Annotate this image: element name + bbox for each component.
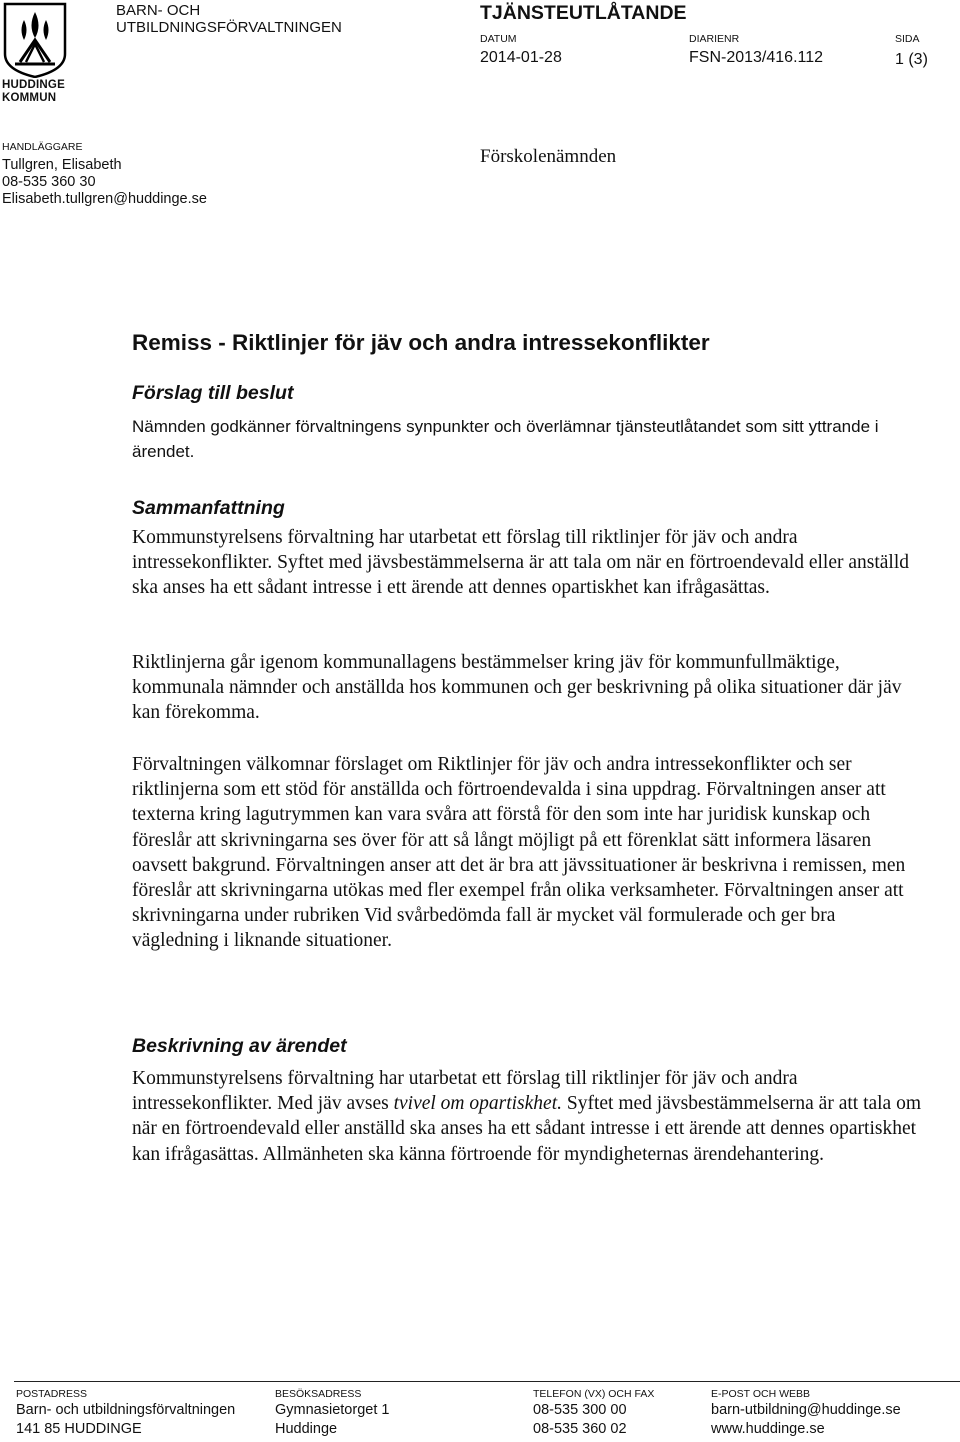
sammanfattning-paragraph-1: Kommunstyrelsens förvaltning har utarbetat ett förslag till riktlinjer för jäv och andra intressekonflikter. Syftet med jävsbestämmelserna är att tala om när en förtroendevald eller anställd ska anses ha ett sådant intresse i ett ärende att dennes opartiskhet kan ifrågasättas. xyxy=(132,527,910,599)
municipal-crest-icon xyxy=(2,2,68,78)
beskrivning-text-part1: Kommunstyrelsens förvaltning har utarbetat ett förslag till riktlinjer för jäv och andra intressekonflikter. Med jäv avses xyxy=(132,1068,798,1115)
diarienr-label: DIARIENR xyxy=(689,33,740,45)
besoksadress-label: BESÖKSADRESS xyxy=(275,1388,362,1400)
footer-postadress xyxy=(16,1387,235,1439)
datum-value: 2014-01-28 xyxy=(480,49,562,66)
org-line1: BARN- OCH xyxy=(116,2,201,19)
recipient: Förskolenämnden xyxy=(480,146,617,167)
org-line2: UTBILDNINGSFÖRVALTNINGEN xyxy=(116,19,342,36)
diarienr-value: FSN-2013/416.112 xyxy=(689,49,824,66)
beskrivning-paragraph xyxy=(132,1066,924,1167)
huddinge-logo xyxy=(2,2,68,104)
handlaggare-info xyxy=(2,157,207,208)
logo-text-line1: HUDDINGE xyxy=(2,79,65,91)
handlaggare-phone: 08-535 360 30 xyxy=(2,174,96,190)
epost-line2: www.huddinge.se xyxy=(711,1421,825,1437)
epost-label: E-POST OCH WEBB xyxy=(711,1388,810,1400)
beskrivning-italic-phrase: tvivel om opartiskhet. xyxy=(393,1093,562,1115)
sida-label: SIDA xyxy=(895,33,920,45)
besoksadress-line2: Huddinge xyxy=(275,1421,338,1437)
footer-epost xyxy=(711,1387,901,1439)
handlaggare-name: Tullgren, Elisabeth xyxy=(2,157,122,173)
page-number: 1 (3) xyxy=(895,51,928,68)
footer-divider xyxy=(14,1381,960,1382)
handlaggare-email: Elisabeth.tullgren@huddinge.se xyxy=(2,191,207,207)
beslut-heading: Förslag till beslut xyxy=(132,382,294,404)
postadress-line2: 141 85 HUDDINGE xyxy=(16,1421,142,1437)
organization-name xyxy=(116,2,342,36)
epost-line1: barn-utbildning@huddinge.se xyxy=(711,1402,901,1418)
beskrivning-text-part2: Syftet med jävsbestämmelserna är att tala om när en förtroendevald eller anställd ska anses ha ett sådant intresse i ett ärende att dennes opartiskhet kan ifrågasättas. Allmänheten ska känna förtroende för myndigheternas ärendehantering. xyxy=(132,1093,922,1165)
telefon-label: TELEFON (VX) OCH FAX xyxy=(533,1388,655,1400)
telefon-line2: 08-535 360 02 xyxy=(533,1421,627,1437)
sammanfattning-paragraph-2: Riktlinjerna går igenom kommunallagens bestämmelser kring jäv för kommunfullmäktige, kommunala nämnder och anställda hos kommunen och ger beskrivning på olika situationer där jäv kan förekomma. xyxy=(132,652,902,724)
sammanfattning-heading: Sammanfattning xyxy=(132,497,285,519)
datum-label: DATUM xyxy=(480,33,517,45)
footer-besoksadress xyxy=(275,1387,389,1439)
handlaggare-label: HANDLÄGGARE xyxy=(2,141,83,153)
sammanfattning-paragraph-3: Förvaltningen välkomnar förslaget om Riktlinjer för jäv och andra intressekonflikter och ser riktlinjerna som ett stöd för anställda och förtroendevalda i sina uppdrag. Förvaltningen anser att texterna kring lagutrymmen kan vara svåra att förstå för den som inte har juridisk kunskap och föreslår att skrivningarna ses över för att så långt möjligt på ett förenklat sätt informera läsaren oavsett bakgrund. Förvaltningen anser att det är bra att jävssituationer är beskrivna i remissen, men föreslår att skrivningarna utökas med fler exempel från olika verksamheter. Förvaltningen anser att skrivningarna under rubriken Vid svårbedömda fall är mycket väl formulerade och ger bra vägledning i liknande situationer. xyxy=(132,754,906,952)
postadress-label: POSTADRESS xyxy=(16,1388,87,1400)
beslut-text: Nämnden godkänner förvaltningens synpunkter och överlämnar tjänsteutlåtandet som sitt yttrande i ärendet. xyxy=(132,417,879,461)
document-title: Remiss - Riktlinjer för jäv och andra intressekonflikter xyxy=(132,330,710,355)
telefon-line1: 08-535 300 00 xyxy=(533,1402,627,1418)
logo-text-line2: KOMMUN xyxy=(2,92,57,104)
beskrivning-heading: Beskrivning av ärendet xyxy=(132,1035,347,1057)
document-type: TJÄNSTEUTLÅTANDE xyxy=(480,2,687,24)
postadress-line1: Barn- och utbildningsförvaltningen xyxy=(16,1402,236,1418)
besoksadress-line1: Gymnasietorget 1 xyxy=(275,1402,390,1418)
footer-telefon xyxy=(533,1387,654,1439)
